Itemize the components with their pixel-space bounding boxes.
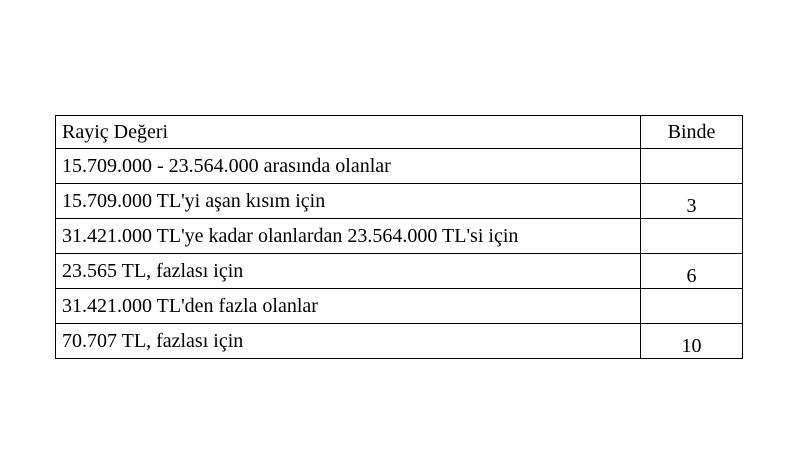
row-rate bbox=[641, 149, 743, 184]
table-row bbox=[56, 149, 743, 184]
row-label: 70.707 TL, fazlası için bbox=[56, 324, 641, 359]
table-row bbox=[56, 219, 743, 254]
table-row bbox=[56, 324, 743, 359]
row-label: 15.709.000 TL'yi aşan kısım için bbox=[56, 184, 641, 219]
row-rate: 6 bbox=[641, 254, 743, 289]
row-label: 31.421.000 TL'ye kadar olanlardan 23.564.000 TL'si için bbox=[56, 219, 641, 254]
table-row bbox=[56, 289, 743, 324]
table-row bbox=[56, 254, 743, 289]
row-rate bbox=[641, 289, 743, 324]
column-header-rate: Binde bbox=[641, 116, 743, 149]
row-rate bbox=[641, 219, 743, 254]
table-row bbox=[56, 184, 743, 219]
table-header-row bbox=[56, 116, 743, 149]
column-header-value: Rayiç Değeri bbox=[56, 116, 641, 149]
row-rate: 3 bbox=[641, 184, 743, 219]
tax-rate-table-container bbox=[55, 115, 742, 359]
tax-rate-table bbox=[55, 115, 743, 359]
row-label: 23.565 TL, fazlası için bbox=[56, 254, 641, 289]
row-label: 31.421.000 TL'den fazla olanlar bbox=[56, 289, 641, 324]
row-rate: 10 bbox=[641, 324, 743, 359]
row-label: 15.709.000 - 23.564.000 arasında olanlar bbox=[56, 149, 641, 184]
